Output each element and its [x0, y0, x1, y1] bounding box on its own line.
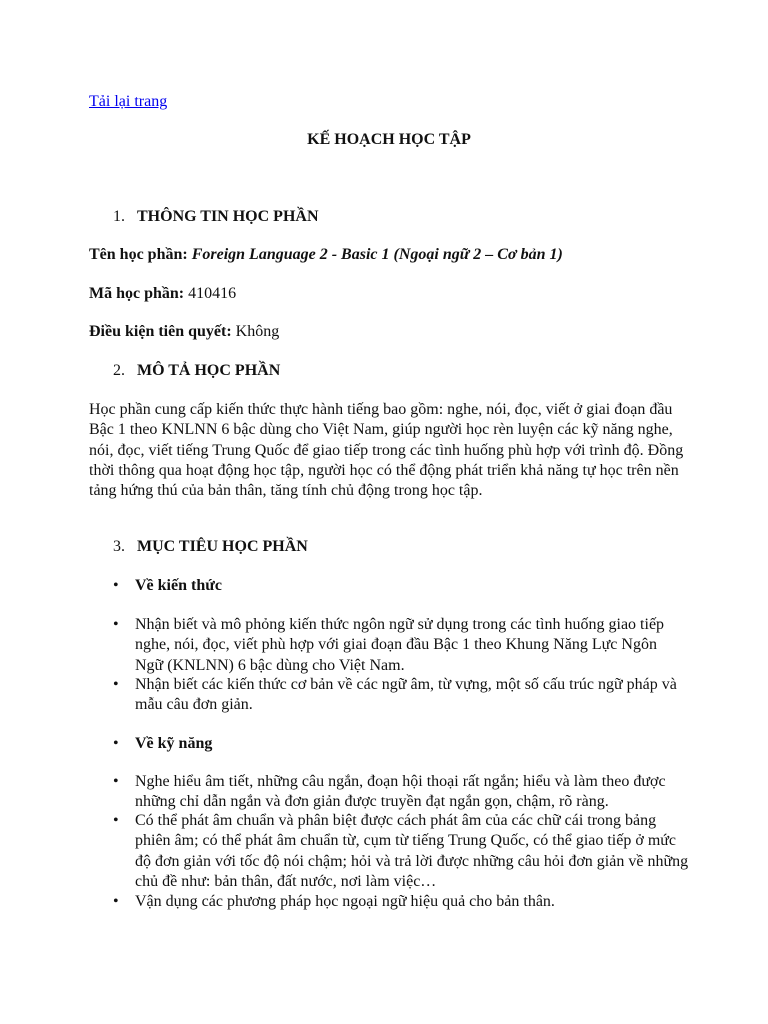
course-name-line: [89, 246, 563, 264]
list-item-text: Vận dụng các phương pháp học ngoại ngữ hiệu quả cho bản thân.: [135, 893, 555, 910]
course-code-value: 410416: [188, 285, 237, 302]
list-item: [113, 675, 689, 716]
bullet-icon: •: [113, 577, 119, 594]
objective-group-heading: Về kỹ năng: [135, 735, 213, 752]
section-heading-description: [113, 362, 280, 380]
list-item: [113, 892, 689, 912]
section-number: 2.: [113, 362, 125, 379]
course-code-label: Mã học phần:: [89, 285, 185, 302]
course-name-value: Foreign Language 2 - Basic 1 (Ngoại ngữ 2 – Cơ bản 1): [191, 246, 563, 263]
bullet-icon: •: [113, 735, 119, 752]
objective-group-skills: [113, 734, 689, 754]
objective-group-heading: Về kiến thức: [135, 577, 222, 594]
prerequisite-value: Không: [235, 323, 280, 340]
section-title: MÔ TẢ HỌC PHẦN: [137, 362, 281, 379]
course-description: Học phần cung cấp kiến thức thực hành tiếng bao gồm: nghe, nói, đọc, viết ở giai đoạn đầu Bậc 1 theo KNLNN 6 bậc dùng cho Việt Nam, giúp người học rèn luyện các kỹ năng nghe, nói, đọc, viết tiếng Trung Quốc để giao tiếp trong các tình huống phù hợp với trình độ. Đồng thời thông qua hoạt động học tập, người học có thể động phát triển khả năng tự học trên nền tảng hứng thú của bản thân, tăng tính chủ động trong học tập.: [89, 401, 684, 500]
list-item: [113, 811, 689, 892]
prerequisite-label: Điều kiện tiên quyết:: [89, 323, 232, 340]
list-item-text: Có thể phát âm chuẩn và phân biệt được cách phát âm của các chữ cái trong bảng phiên âm; có thể phát âm chuẩn từ, cụm từ tiếng Trung Quốc, có thể giao tiếp ở mức độ đơn giản với tốc độ nói chậm; hỏi và trả lời được những câu hỏi đơn giản về những chủ đề như: bản thân, đất nước, nơi làm việc…: [135, 812, 689, 890]
course-name-label: Tên học phần:: [89, 246, 188, 263]
section-number: 3.: [113, 538, 125, 555]
section-heading-course-info: [113, 208, 319, 226]
bullet-icon: •: [113, 773, 119, 790]
section-heading-objectives: [113, 538, 308, 556]
list-item-text: Nhận biết các kiến thức cơ bản về các ngữ âm, từ vựng, một số cấu trúc ngữ pháp và mẫu câu đơn giản.: [135, 676, 677, 714]
document-title: KẾ HOẠCH HỌC TẬP: [307, 131, 471, 148]
reload-page-link[interactable]: Tải lại trang: [89, 93, 168, 110]
section-number: 1.: [113, 208, 125, 225]
section-title: THÔNG TIN HỌC PHẦN: [137, 208, 319, 225]
bullet-icon: •: [113, 893, 119, 910]
objective-group-knowledge: [113, 576, 689, 596]
section-title: MỤC TIÊU HỌC PHẦN: [137, 538, 308, 555]
list-item: [113, 772, 689, 813]
bullet-icon: •: [113, 812, 119, 829]
list-item-text: Nhận biết và mô phỏng kiến thức ngôn ngữ sử dụng trong các tình huống giao tiếp nghe, nói, đọc, viết phù hợp với giai đoạn đầu Bậc 1 theo Khung Năng Lực Ngôn Ngữ (KNLNN) 6 bậc dùng cho Việt Nam.: [135, 616, 665, 674]
list-item-text: Nghe hiểu âm tiết, những câu ngắn, đoạn hội thoại rất ngắn; hiểu và làm theo được những chỉ dẫn ngắn và đơn giản được truyền đạt ngắn gọn, chậm, rõ ràng.: [135, 773, 666, 811]
prerequisite-line: [89, 323, 279, 341]
list-item: [113, 615, 689, 676]
bullet-icon: •: [113, 676, 119, 693]
bullet-icon: •: [113, 616, 119, 633]
course-code-line: [89, 285, 236, 303]
